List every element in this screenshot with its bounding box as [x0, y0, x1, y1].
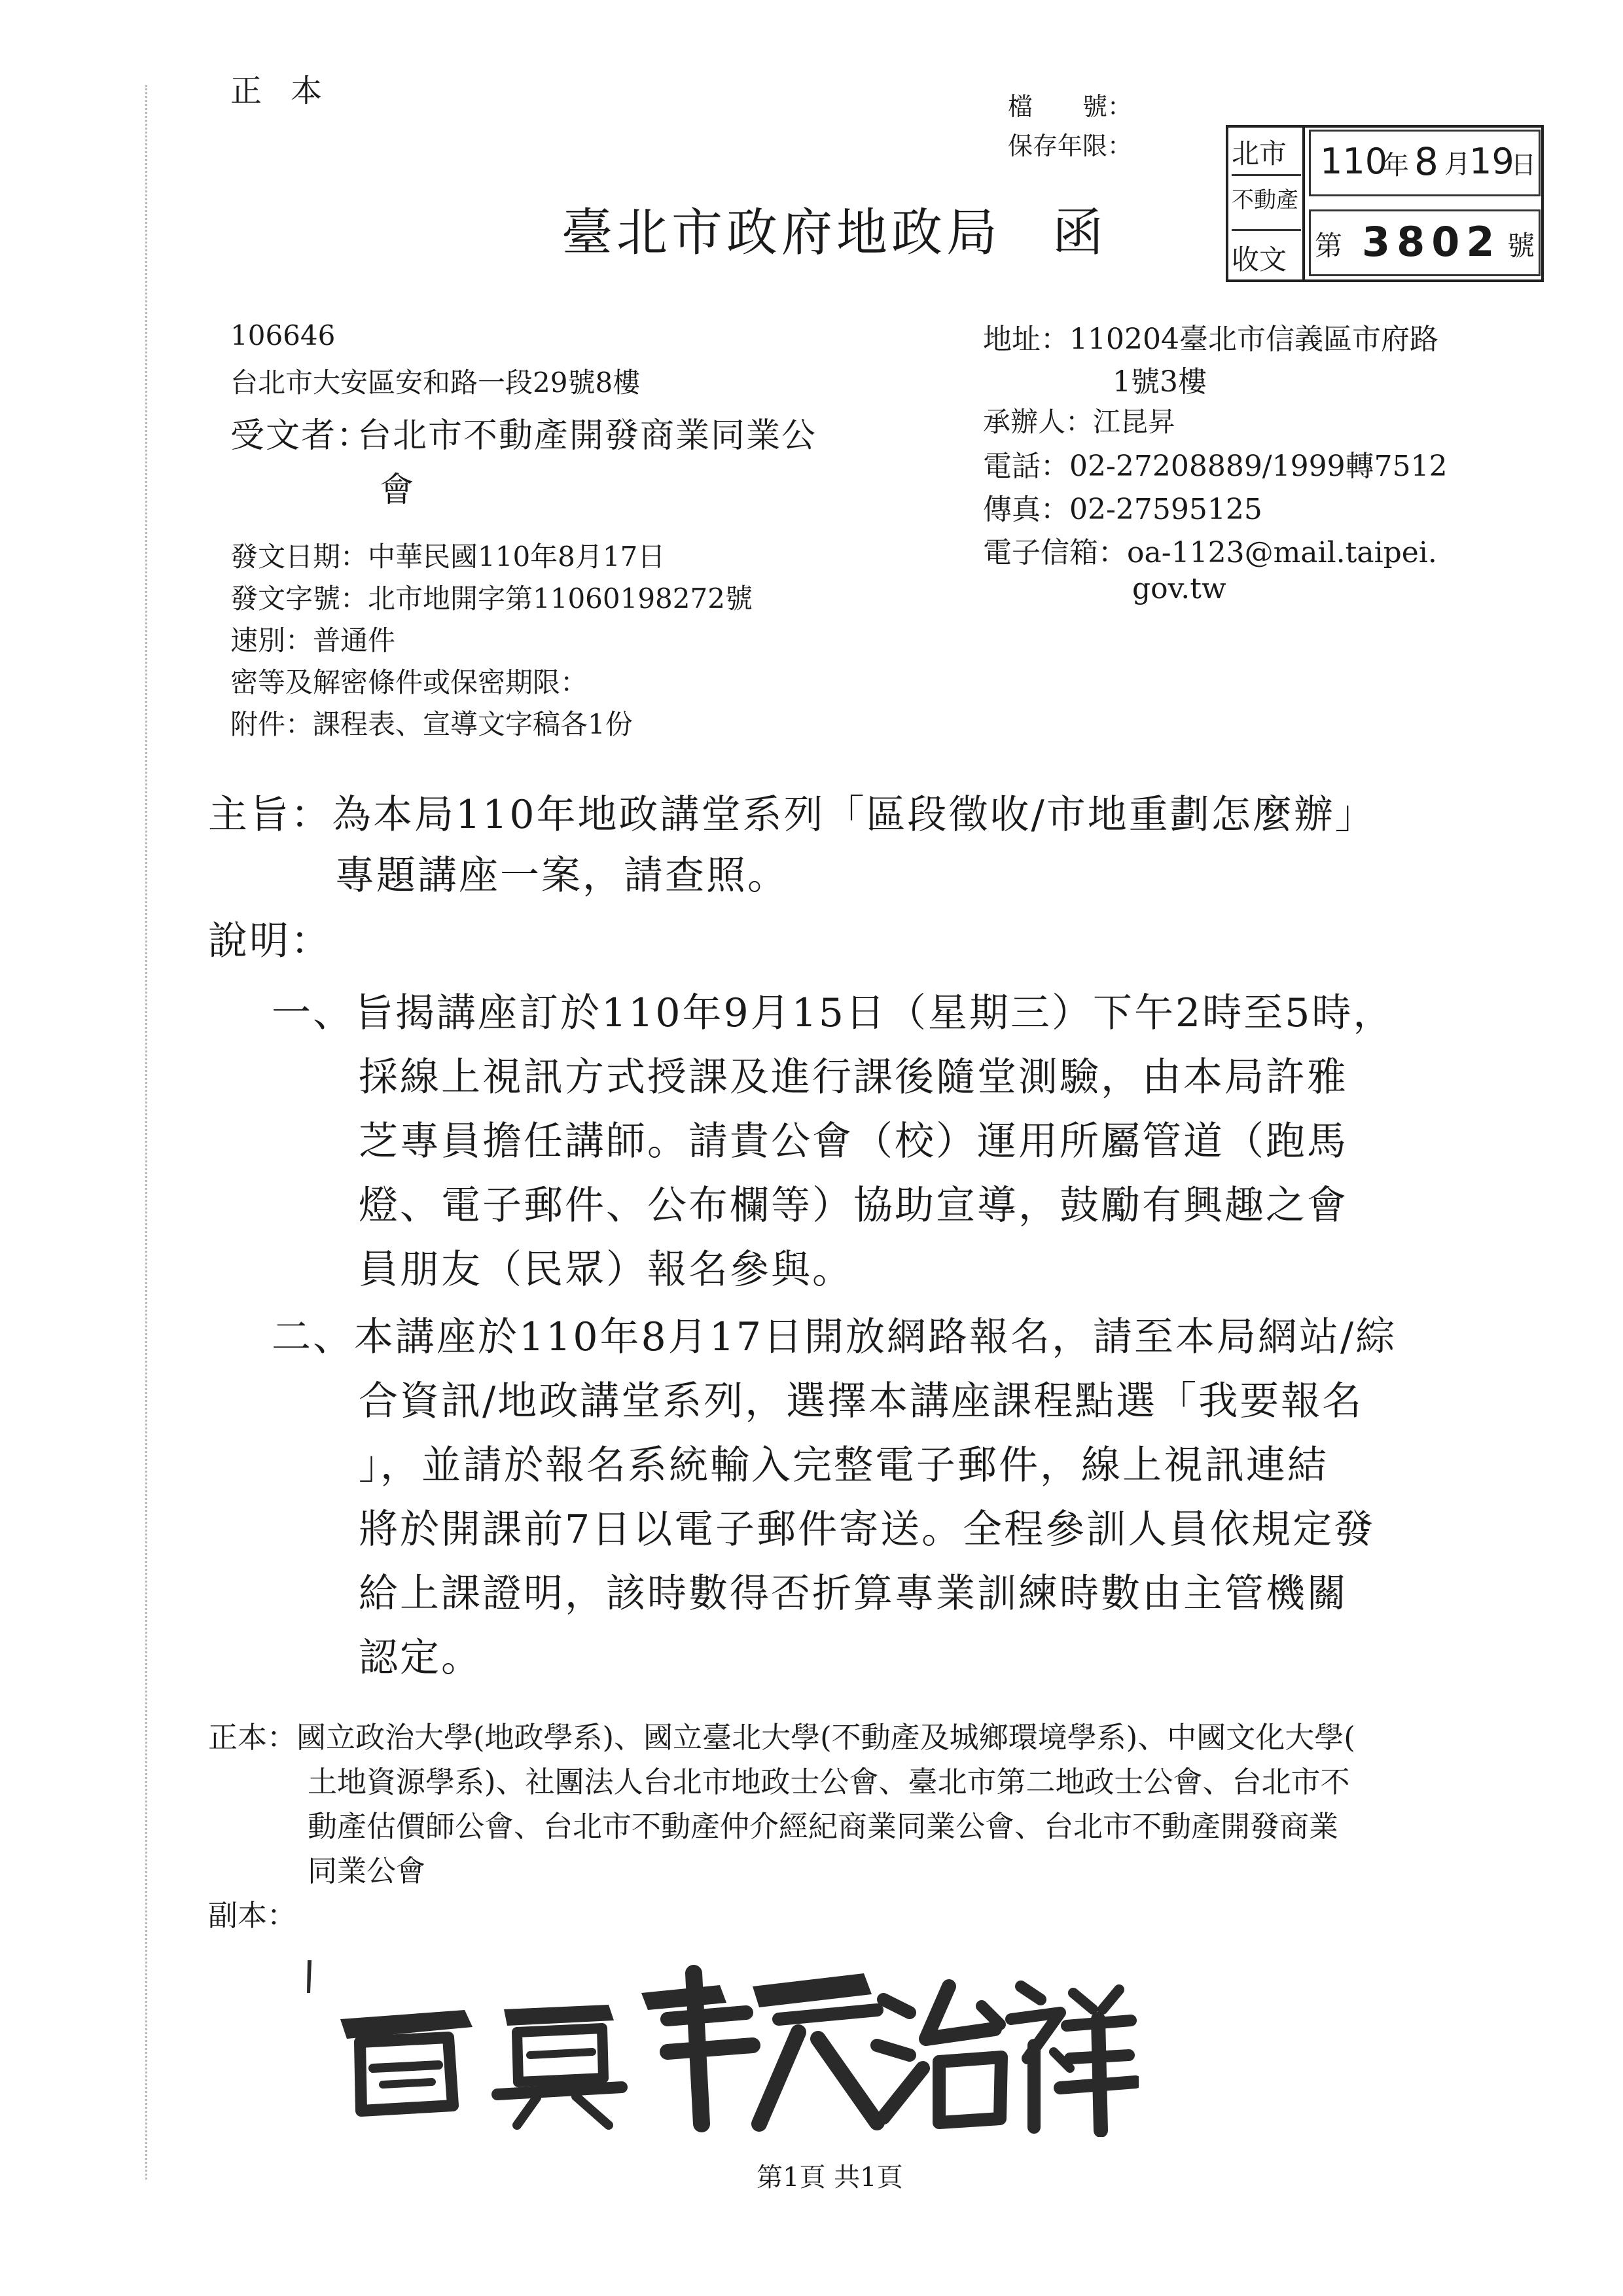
document-type: 函 — [1052, 204, 1108, 262]
recipient-postal-code: 106646 — [230, 319, 336, 351]
copy-recipients-label: 副本： — [208, 1898, 297, 1933]
sender-email-line2: gov.tw — [1132, 572, 1226, 605]
document-number: 發文字號：北市地開字第11060198272號 — [230, 583, 753, 615]
subject-line2: 專題講座一案，請查照。 — [335, 853, 789, 899]
copy-type-label: 正本 — [230, 73, 351, 109]
security-level: 密等及解密條件或保密期限： — [230, 666, 588, 698]
stamp-year: 110 — [1320, 141, 1388, 182]
stamp-month: 8 — [1414, 139, 1438, 184]
explanation-item2-line: 」，並請於報名系統輸入完整電子郵件，線上視訊連結 — [359, 1443, 1329, 1488]
explanation-item2-line: 二、本講座於110年8月17日開放網路報名，請至本局網站/綜 — [272, 1314, 1397, 1360]
delivery-speed: 速別：普通件 — [230, 624, 396, 656]
explanation-item1-line: 芝專員擔任講師。請貴公會（校）運用所屬管道（跑馬 — [359, 1119, 1348, 1164]
stamp-year-unit: 年 — [1383, 151, 1409, 181]
explanation-item1-line: 燈、電子郵件、公布欄等）協助宣導，鼓勵有興趣之會 — [359, 1183, 1348, 1229]
stamp-date-field — [1309, 130, 1541, 196]
recipient-address: 台北市大安區安和路一段29號8樓 — [230, 367, 641, 399]
sender-handler: 承辦人：江昆昇 — [983, 406, 1176, 438]
attachments: 附件：課程表、宣導文字稿各1份 — [230, 708, 633, 740]
stamp-day: 19 — [1469, 141, 1514, 182]
letter-title — [562, 192, 1107, 265]
stamp-org-line1: 北市 — [1232, 137, 1287, 170]
original-recipients-line: 同業公會 — [308, 1854, 426, 1888]
sender-phone: 電話：02-27208889/1999轉7512 — [983, 450, 1448, 483]
explanation-item2-line: 給上課證明，該時數得否折算專業訓練時數由主管機關 — [359, 1571, 1348, 1617]
sender-address-line1: 地址：110204臺北市信義區市府路 — [983, 323, 1438, 356]
explanation-item2-line: 合資訊/地政講堂系列，選擇本講座課程點選「我要報名 — [359, 1378, 1364, 1424]
explanation-label: 說明： — [208, 918, 332, 964]
retention-period-label: 保存年限： — [1008, 132, 1133, 160]
recipient-name-line1: 台北市不動產開發商業同業公 — [357, 416, 817, 456]
issuing-agency: 臺北市政府地政局 — [562, 204, 1002, 262]
stamp-number-suffix: 號 — [1507, 230, 1535, 262]
explanation-item1-line: 採線上視訊方式授課及進行課後隨堂測驗，由本局許雅 — [359, 1054, 1348, 1100]
stamp-org — [1225, 124, 1302, 283]
original-recipients-line: 正本：國立政治大學(地政學系)、國立臺北大學(不動產及城鄉環境學系)、中國文化大學( — [208, 1720, 1355, 1755]
original-recipients-line: 動產估價師公會、台北市不動產仲介經紀商業同業公會、台北市不動產開發商業 — [308, 1809, 1339, 1844]
explanation-item2-line: 將於開課前7日以電子郵件寄送。全程參訓人員依規定發 — [359, 1507, 1376, 1552]
stamp-month-unit: 月 — [1444, 149, 1471, 179]
received-date-stamp — [1225, 124, 1544, 283]
recipient-name-line2: 會 — [380, 471, 416, 510]
stamp-number: 3802 — [1362, 218, 1501, 266]
sender-email-line1: 電子信箱：oa-1123@mail.taipei. — [983, 536, 1437, 569]
stamp-org-line3: 收文 — [1232, 243, 1287, 276]
signature-brush-drawing — [301, 1947, 1139, 2137]
stamp-number-field — [1309, 209, 1541, 276]
explanation-item1-line: 一、旨揭講座訂於110年9月15日（星期三）下午2時至5時， — [272, 990, 1395, 1036]
stamp-day-unit: 日 — [1511, 151, 1537, 179]
binding-margin-line — [145, 85, 147, 2179]
sender-fax: 傳真：02-27595125 — [983, 493, 1262, 526]
director-signature-seal — [301, 1947, 1139, 2137]
explanation-item2-line: 認定。 — [359, 1635, 482, 1681]
sender-address-line2: 1號3樓 — [1113, 365, 1207, 399]
original-recipients-line: 土地資源學系)、社團法人台北市地政士公會、臺北市第二地政士公會、台北市不 — [308, 1765, 1350, 1799]
issue-date: 發文日期：中華民國110年8月17日 — [230, 541, 666, 573]
page-number: 第1頁 共1頁 — [757, 2162, 903, 2193]
file-number-label: 檔 號： — [1008, 92, 1133, 121]
stamp-number-prefix: 第 — [1315, 230, 1343, 262]
subject-line1: 主旨：為本局110年地政講堂系列「區段徵收/市地重劃怎麼辦」 — [208, 792, 1376, 838]
explanation-item1-line: 員朋友（民眾）報名參與。 — [359, 1247, 853, 1293]
stamp-org-line2: 不動產 — [1232, 187, 1298, 213]
recipient-label: 受文者： — [230, 416, 372, 456]
